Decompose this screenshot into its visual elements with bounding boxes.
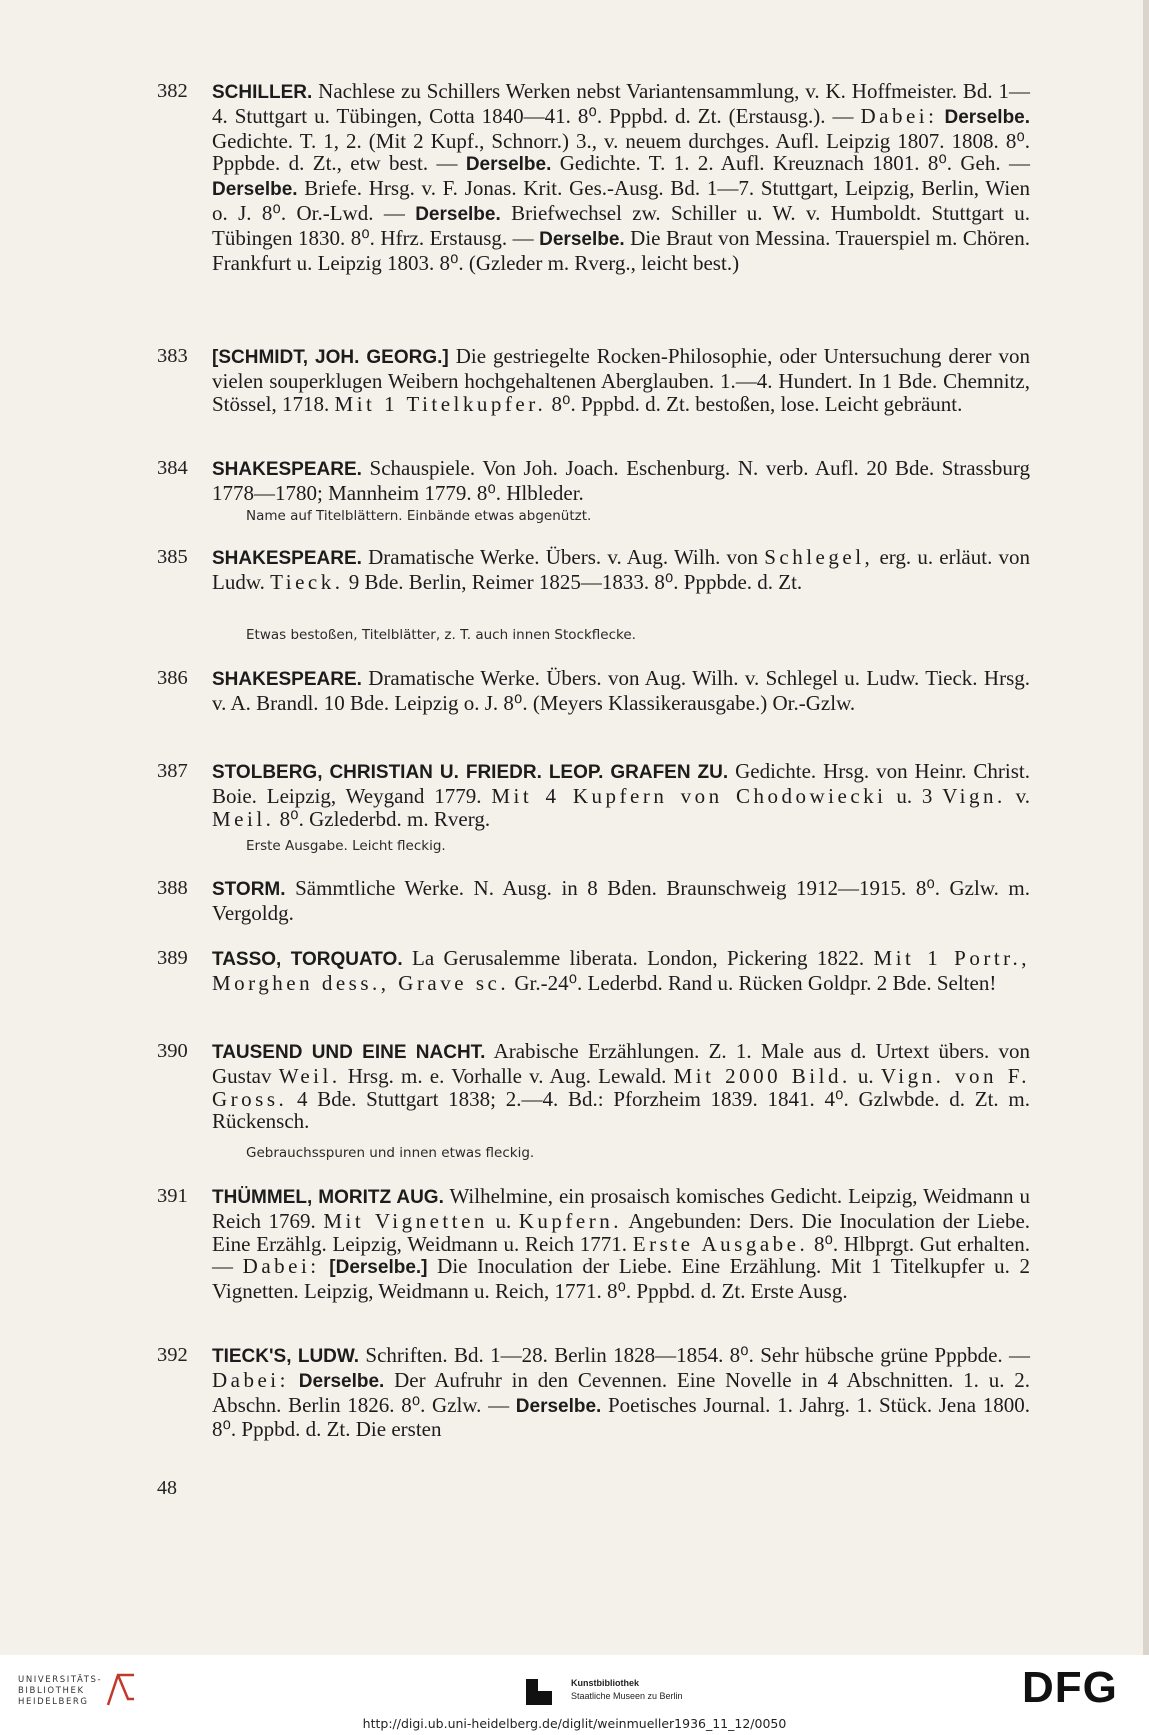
entry-heading: SHAKESPEARE. bbox=[212, 459, 362, 480]
digitization-footer bbox=[0, 1655, 1149, 1735]
entry-heading: SHAKESPEARE. bbox=[212, 669, 362, 690]
entry-text bbox=[212, 80, 1030, 274]
entry-text-run: 9 Bde. Berlin, Reimer 1825—1833. 8⁰. Pppbde. d. Zt. bbox=[343, 569, 803, 594]
entry-heading: Derselbe. bbox=[515, 1395, 602, 1417]
entry-heading: TAUSEND UND EINE NACHT. bbox=[212, 1042, 486, 1063]
dfg-logo[interactable]: DFG bbox=[1022, 1663, 1118, 1712]
page-number: 48 bbox=[157, 1477, 177, 1499]
entry-text-run: Nachlese zu Schillers Werken nebst Variantensammlung, v. K. Hoffmeister. Bd. 1—4. Stuttgart u. Tübingen, Cotta 1840—41. 8⁰. Pppbd. d. Zt. (Erstausg.). — bbox=[212, 79, 1030, 128]
entry-number: 383 bbox=[157, 345, 188, 367]
spaced-text: Mit Vignetten bbox=[323, 1208, 488, 1233]
entry-text-run: Gedichte. T. 1. 2. Aufl. Kreuznach 1801. 8⁰. Geh. — bbox=[551, 151, 1031, 176]
entry-text-run: Angebunden: Ders. Die Inoculation der Liebe. Eine Erzählg. Leipzig, Weidmann u. Reich 1771. bbox=[212, 1208, 1031, 1256]
entry-text-run bbox=[289, 1368, 299, 1392]
entry-heading: TIECK'S, LUDW. bbox=[212, 1346, 360, 1367]
entry-text-run: v. bbox=[1005, 783, 1031, 808]
kb-line-1: Kunstbibliothek bbox=[571, 1678, 639, 1688]
entry-heading: Derselbe. bbox=[944, 106, 1031, 128]
entry-text-run: erg. u. erläut. von Ludw. bbox=[212, 545, 1030, 594]
kunstbibliothek-logo-icon bbox=[526, 1679, 552, 1705]
entry-text-run: 8⁰. Gzlederbd. m. Rverg. bbox=[274, 806, 491, 831]
entry-text bbox=[212, 345, 1030, 415]
ub-logo-mark-icon bbox=[104, 1669, 138, 1709]
entry-text-run: u. bbox=[850, 1063, 881, 1088]
spaced-text: Mit 2000 Bild. bbox=[673, 1063, 851, 1088]
entry-text bbox=[212, 457, 1030, 505]
spaced-text: Mit 1 Titelkupfer. bbox=[334, 391, 547, 416]
entry-heading: [Derselbe.] bbox=[329, 1257, 428, 1279]
entry-heading: [SCHMIDT, JOH. GEORG.] bbox=[212, 347, 449, 368]
spaced-text: Vign. von F. Gross. bbox=[212, 1063, 1030, 1111]
entry-number: 392 bbox=[157, 1344, 188, 1366]
entry-heading: Derselbe. bbox=[539, 228, 625, 250]
entry-number: 388 bbox=[157, 877, 188, 899]
spaced-text: Mit 1 Portr., Morghen dess., Grave sc. bbox=[212, 946, 1030, 995]
entry-text-run: Die gestriegelte Rocken-Philosophie, oder Untersuchung derer von vielen souperklugen Weibern hochgehaltenen Aberglauben. 1.—4. Hundert. In 1 Bde. Chemnitz, Stössel, 1718. bbox=[212, 344, 1030, 416]
entry-text-run: Dramatische Werke. Übers. v. Aug. Wilh. von bbox=[361, 545, 765, 569]
entry-text-run: Gedichte. T. 1, 2. (Mit 2 Kupf., Schnorr.) 3., v. neuem durchges. Aufl. Leipzig 1807. 1808. 8⁰. Pppbde. d. Zt., etw best. — bbox=[212, 128, 1030, 176]
ub-logo-line: UNIVERSITÄTS- bbox=[18, 1675, 103, 1685]
entry-text bbox=[212, 877, 1030, 925]
entry-text-run: Wilhelmine, ein prosaisch komisches Gedicht. Leipzig, Weidmann u Reich 1769. bbox=[212, 1184, 1030, 1233]
spaced-text: Meil. bbox=[212, 806, 275, 831]
entry-text-run: Gedichte. Hrsg. von Heinr. Christ. Boie. Leipzig, Weygand 1779. bbox=[212, 759, 1030, 808]
entry-text-run: Sämmtliche Werke. N. Ausg. in 8 Bden. Braunschweig 1912—1915. 8⁰. Gzlw. m. Vergoldg. bbox=[212, 876, 1030, 925]
entry-text-run: u. 3 bbox=[886, 783, 943, 808]
spaced-text: Kupfern. bbox=[518, 1208, 622, 1233]
entry-text bbox=[212, 546, 1030, 594]
entry-text-run: Die Braut von Messina. Trauerspiel m. Chören. Frankfurt u. Leipzig 1803. 8⁰. (Gzleder m. Rverg., leicht best.) bbox=[212, 225, 1030, 275]
entry-heading: SHAKESPEARE. bbox=[212, 548, 362, 569]
entry-number: 382 bbox=[157, 80, 188, 102]
spaced-text: Dabei: bbox=[242, 1254, 320, 1279]
entry-heading: SCHILLER. bbox=[212, 82, 313, 103]
entry-text-run: Die Inoculation der Liebe. Eine Erzählung. Mit 1 Titelkupfer u. 2 Vignetten. Leipzig, Weidmann u. Reich, 1771. 8⁰. Pppbd. d. Zt. Erste Ausg. bbox=[212, 1254, 1030, 1304]
entry-heading: Derselbe. bbox=[298, 1370, 385, 1392]
kb-line-2: Staatliche Museen zu Berlin bbox=[571, 1691, 683, 1701]
entry-note: Erste Ausgabe. Leicht fleckig. bbox=[246, 838, 446, 854]
entry-number: 390 bbox=[157, 1040, 188, 1062]
entry-number: 386 bbox=[157, 667, 188, 689]
entry-note: Name auf Titelblättern. Einbände etwas abgenützt. bbox=[246, 508, 592, 524]
entry-text-run: Schriften. Bd. 1—28. Berlin 1828—1854. 8⁰. Sehr hübsche grüne Pppbde. — bbox=[359, 1343, 1031, 1367]
spaced-text: Tieck. bbox=[270, 569, 344, 594]
entry-text bbox=[212, 947, 1030, 995]
entry-text-run: Briefwechsel zw. Schiller u. W. v. Humboldt. Stuttgart u. Tübingen 1830. 8⁰. Hfrz. Erstausg. — bbox=[212, 200, 1030, 250]
entry-text bbox=[212, 1344, 1030, 1441]
entry-text-run: Der Aufruhr in den Cevennen. Eine Novelle in 4 Abschnitten. 1. u. 2. Abschn. Berlin 1826. 8⁰. Gzlw. — bbox=[212, 1367, 1031, 1417]
entry-heading: Derselbe. bbox=[212, 179, 298, 201]
ub-heidelberg-logo[interactable] bbox=[18, 1675, 102, 1708]
entry-number: 391 bbox=[157, 1185, 188, 1207]
entry-heading: TASSO, TORQUATO. bbox=[212, 949, 403, 970]
entry-text-run: Poetisches Journal. 1. Jahrg. 1. Stück. Jena 1800. 8⁰. Pppbd. d. Zt. Die ersten bbox=[212, 1392, 1030, 1442]
entry-text bbox=[212, 760, 1030, 830]
entry-text-run: 4 Bde. Stuttgart 1838; 2.—4. Bd.: Pforzheim 1839. 1841. 4⁰. Gzlwbde. d. Zt. m. Rückensch. bbox=[212, 1086, 1030, 1134]
spaced-text: Vign. bbox=[942, 783, 1006, 808]
entry-heading: THÜMMEL, MORITZ AUG. bbox=[212, 1187, 444, 1208]
spaced-text: Weil. bbox=[278, 1063, 341, 1088]
entry-number: 384 bbox=[157, 457, 188, 479]
entry-number: 385 bbox=[157, 546, 188, 568]
entry-heading: STORM. bbox=[212, 879, 286, 900]
kunstbibliothek-label[interactable] bbox=[571, 1677, 683, 1703]
ub-logo-line: BIBLIOTHEK bbox=[18, 1686, 85, 1696]
entry-note: Etwas bestoßen, Titelblätter, z. T. auch innen Stockflecke. bbox=[246, 627, 636, 643]
entry-text-run: Arabische Erzählungen. Z. 1. Male aus d. Urtext übers. von Gustav bbox=[212, 1039, 1030, 1088]
entry-heading: STOLBERG, CHRISTIAN U. FRIEDR. LEOP. GRAFEN ZU. bbox=[212, 762, 729, 783]
spaced-text: Dabei: bbox=[212, 1367, 289, 1392]
entry-text bbox=[212, 1040, 1030, 1133]
entry-text bbox=[212, 667, 1030, 715]
entry-heading: Derselbe. bbox=[415, 203, 501, 225]
entry-text-run: La Gerusalemme liberata. London, Pickering 1822. bbox=[402, 946, 874, 970]
entry-note: Gebrauchsspuren und innen etwas fleckig. bbox=[246, 1145, 535, 1161]
entry-text-run: Gr.-24⁰. Lederbd. Rand u. Rücken Goldpr. 2 Bde. Selten! bbox=[509, 970, 997, 995]
ub-logo-line: HEIDELBERG bbox=[18, 1697, 89, 1707]
spaced-text: Schlegel, bbox=[764, 545, 874, 569]
entry-text-run bbox=[320, 1254, 330, 1278]
entry-text-run: u. bbox=[487, 1208, 519, 1233]
entry-heading: Derselbe. bbox=[465, 154, 552, 176]
entry-text-run: Dramatische Werke. Übers. von Aug. Wilh. v. Schlegel u. Ludw. Tieck. Hrsg. v. A. Brandl. 10 Bde. Leipzig o. J. 8⁰. (Meyers Klassikerausgabe.) Or.-Gzlw. bbox=[212, 666, 1030, 715]
spaced-text: Dabei: bbox=[860, 103, 938, 128]
source-url-link[interactable]: http://digi.ub.uni-heidelberg.de/diglit/weinmueller1936_11_12/0050 bbox=[362, 1716, 787, 1731]
spaced-text: Mit 4 Kupfern von Chodowiecki bbox=[491, 783, 887, 808]
entry-text-run: Hrsg. m. e. Vorhalle v. Aug. Lewald. bbox=[340, 1063, 674, 1088]
entry-number: 389 bbox=[157, 947, 188, 969]
entry-text bbox=[212, 1185, 1030, 1303]
entry-text-run: Schauspiele. Von Joh. Joach. Eschenburg. N. verb. Aufl. 20 Bde. Strassburg 1778—1780; Mannheim 1779. 8⁰. Hlbleder. bbox=[212, 456, 1030, 505]
entry-text-run: 8⁰. Hlbprgt. Gut erhalten. — bbox=[212, 1231, 1030, 1279]
entry-text-run: Briefe. Hrsg. v. F. Jonas. Krit. Ges.-Ausg. Bd. 1—7. Stuttgart, Leipzig, Berlin, Wien o. J. 8⁰. Or.-Lwd. — bbox=[212, 176, 1030, 225]
spaced-text: Erste Ausgabe. bbox=[632, 1231, 809, 1256]
entry-number: 387 bbox=[157, 760, 188, 782]
entry-text-run: 8⁰. Pppbd. d. Zt. bestoßen, lose. Leicht gebräunt. bbox=[546, 391, 963, 416]
